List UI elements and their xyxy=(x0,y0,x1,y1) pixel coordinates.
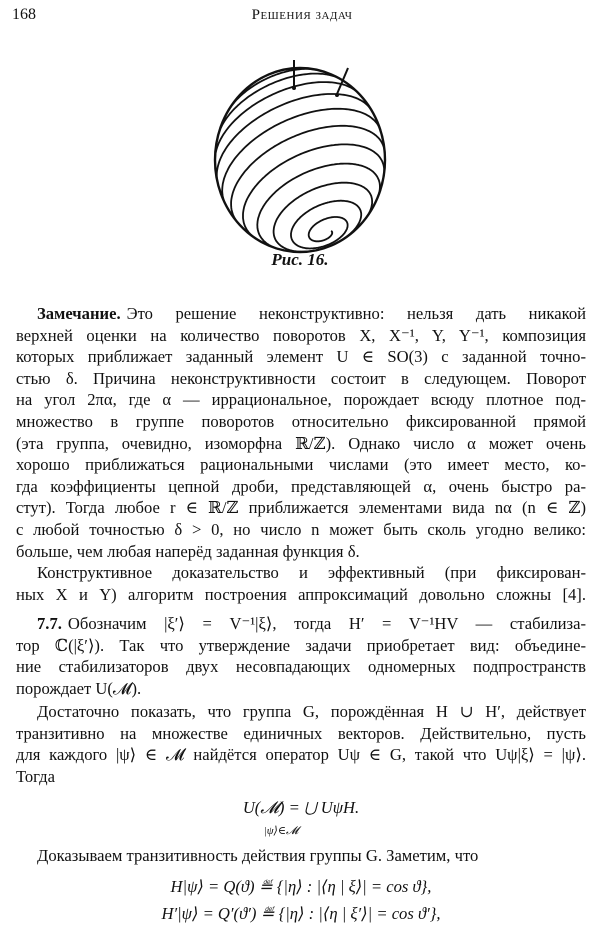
text-line: ных X и Y) алгоритм построения аппроксимаций довольно сложны [4]. xyxy=(16,584,586,604)
text-line: (эта группа, очевидно, изоморфна ℝ/ℤ). Однако число α может очень xyxy=(16,433,586,453)
running-title: Решения задач xyxy=(251,7,353,23)
text-line: Доказываем транзитивность действия группы G. Заметим, что xyxy=(37,846,479,865)
text-line: которых приближает заданный элемент U ∈ SO(3) с заданной точно- xyxy=(16,347,586,367)
formula-subscript: |ψ⟩∈𝓜 xyxy=(263,824,299,837)
text-span: Обозначим |ξ′⟩ = V⁻¹|ξ⟩, тогда H′ = V⁻¹HV — стабилиза- xyxy=(67,614,586,633)
axis-marker-2 xyxy=(337,68,348,94)
pole-dot-1 xyxy=(292,86,296,90)
text-line: с любой точностью δ > 0, но число n может быть сколь угодно велико: xyxy=(16,519,586,539)
remark-heading: Замечание. xyxy=(37,304,121,323)
problem-number: 7.7. xyxy=(37,614,62,633)
text-line: порождает U(𝓜). xyxy=(16,678,142,698)
pole-dot-2 xyxy=(335,93,339,97)
text-line: верхней оценки на количество поворотов X, X⁻¹, Y, Y⁻¹, композиция xyxy=(16,325,586,345)
definition-line: H|ψ⟩ = Q(ϑ) ≝ {|η⟩ : |⟨η | ξ⟩| = cos ϑ}, xyxy=(170,877,432,896)
page-number: 168 xyxy=(12,6,36,23)
figure-caption: Рис. 16. xyxy=(271,250,329,269)
text-line: Тогда xyxy=(16,766,55,786)
spiral-curve xyxy=(222,109,380,203)
text-line xyxy=(16,303,586,325)
spiral-curve xyxy=(291,201,361,249)
text-line: транзитивно на множестве единичных векторов. Действительно, пусть xyxy=(16,723,586,743)
spiral-curve xyxy=(217,94,372,183)
text-line: тор ℂ(|ξ′⟩). Так что утверждение задачи приобретает вид: объедине- xyxy=(16,635,586,655)
sphere-outline xyxy=(215,68,385,252)
text-line: Конструктивное доказательство и эффективный (при фиксирован- xyxy=(37,563,586,582)
definition-line: H′|ψ⟩ = Q′(ϑ′) ≝ {|η⟩ : |⟨η | ξ′⟩| = cos ϑ′}, xyxy=(161,904,441,923)
text-line: хорошо приближаться рациональными числами (это имеет место, ко- xyxy=(16,455,586,475)
spiral-curve xyxy=(243,144,384,238)
text-line: стью δ. Причина неконструктивности состоит в следующем. Поворот xyxy=(16,368,586,388)
definitions xyxy=(16,873,586,927)
formula-main: U(𝓜) = ⋃ UψH. xyxy=(242,798,360,817)
union-formula xyxy=(16,797,586,842)
remark-paragraph xyxy=(16,303,586,562)
text-span: Это решение неконструктивно: нельзя дать никакой xyxy=(126,304,586,323)
problem-7-7-paragraph xyxy=(16,613,586,699)
constructive-paragraph xyxy=(16,562,586,605)
text-line: Достаточно показать, что группа G, порождённая H ∪ H′, действует xyxy=(37,702,586,721)
proof-intro xyxy=(16,845,586,867)
text-line: ние стабилизаторов двух несовпадающих одномерных подпространств xyxy=(16,657,586,677)
text-line: больше, чем любая наперёд заданная функция δ. xyxy=(16,541,360,561)
sphere-spiral-figure xyxy=(190,50,410,255)
text-line: гда коэффициенты цепной дроби, представляющей α, очень быстро ра- xyxy=(16,476,586,496)
text-line: стут). Тогда любое r ∈ ℝ/ℤ приближается элементами вида nα (n ∈ ℤ) xyxy=(16,498,586,518)
text-line: для каждого |ψ⟩ ∈ 𝓜 найдётся оператор Uψ ∈ G, такой что Uψ|ξ⟩ = |ψ⟩. xyxy=(16,745,586,765)
text-line: множество в группе поворотов относительно фиксированной прямой xyxy=(16,411,586,431)
transitivity-paragraph xyxy=(16,701,586,787)
text-line: на угол 2πα, где α — иррациональное, порождает всюду плотное под- xyxy=(16,390,586,410)
text-line xyxy=(16,613,586,635)
